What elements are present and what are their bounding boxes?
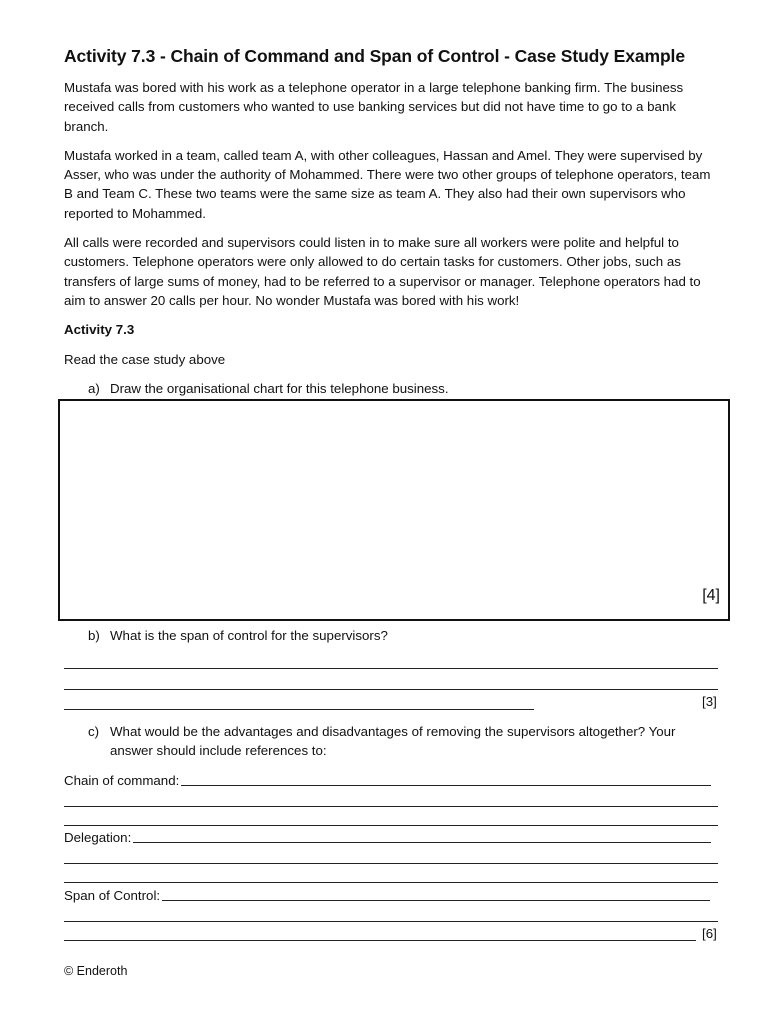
question-a-marks: [4]: [702, 587, 720, 604]
org-chart-drawing-box[interactable]: [58, 399, 730, 621]
answer-line-c2[interactable]: [64, 825, 718, 826]
answer-line-b1[interactable]: [64, 668, 718, 669]
page-title: Activity 7.3 - Chain of Command and Span of Control - Case Study Example: [64, 46, 685, 66]
span-of-control-label: Span of Control:: [64, 888, 161, 903]
chain-of-command-row: [64, 771, 711, 790]
answer-line-c6[interactable]: [64, 940, 696, 941]
question-c: [64, 722, 720, 761]
case-paragraph-1: Mustafa was bored with his work as a telephone operator in a large telephone banking firm. The business received calls from customers who wanted to use banking services but did not have time to go to a bank branch.: [64, 80, 684, 134]
question-a: [64, 379, 720, 398]
span-of-control-row: [64, 886, 710, 905]
chain-of-command-line[interactable]: [181, 771, 711, 786]
answer-line-c1[interactable]: [64, 806, 718, 807]
chain-of-command-label: Chain of command:: [64, 773, 180, 788]
delegation-row: [64, 828, 711, 847]
question-c-marks: [6]: [702, 926, 717, 941]
answer-line-b3[interactable]: [64, 709, 534, 710]
activity-heading: Activity 7.3: [64, 322, 135, 338]
answer-line-c5[interactable]: [64, 921, 718, 922]
question-c-label: c): [88, 724, 100, 739]
answer-line-c4[interactable]: [64, 882, 718, 883]
question-b: [64, 626, 720, 645]
delegation-label: Delegation:: [64, 830, 132, 845]
span-of-control-line[interactable]: [162, 886, 710, 901]
question-b-label: b): [88, 628, 100, 643]
copyright-footer: © Enderoth: [64, 964, 128, 978]
instruction: Read the case study above: [64, 351, 226, 367]
case-paragraph-3: All calls were recorded and supervisors could listen in to make sure all workers were polite and helpful to customers. Telephone operators were only allowed to do certain tasks for customers. Other jobs, such as transfers of large sums of money, had to be referred to a supervisor or manager. Telephone operators had to aim to answer 20 calls per hour. No wonder Mustafa was bored with his work!: [64, 235, 701, 308]
answer-line-c3[interactable]: [64, 863, 718, 864]
question-a-text: Draw the organisational chart for this telephone business.: [110, 380, 449, 396]
answer-line-b2[interactable]: [64, 689, 718, 690]
question-c-text: What would be the advantages and disadvantages of removing the supervisors altogether? Your answer should include references to:: [110, 724, 676, 759]
worksheet-text: [64, 44, 720, 398]
delegation-line[interactable]: [133, 828, 711, 843]
question-b-text: What is the span of control for the supervisors?: [110, 628, 388, 643]
case-paragraph-2: Mustafa worked in a team, called team A, with other colleagues, Hassan and Amel. They were supervised by Asser, who was under the authority of Mohammed. There were two other groups of telephone operators, team B and Team C. These two teams were the same size as team A. They also had their own supervisors who reported to Mohammed.: [64, 147, 711, 221]
question-b-marks: [3]: [702, 694, 717, 709]
question-a-label: a): [88, 380, 100, 396]
